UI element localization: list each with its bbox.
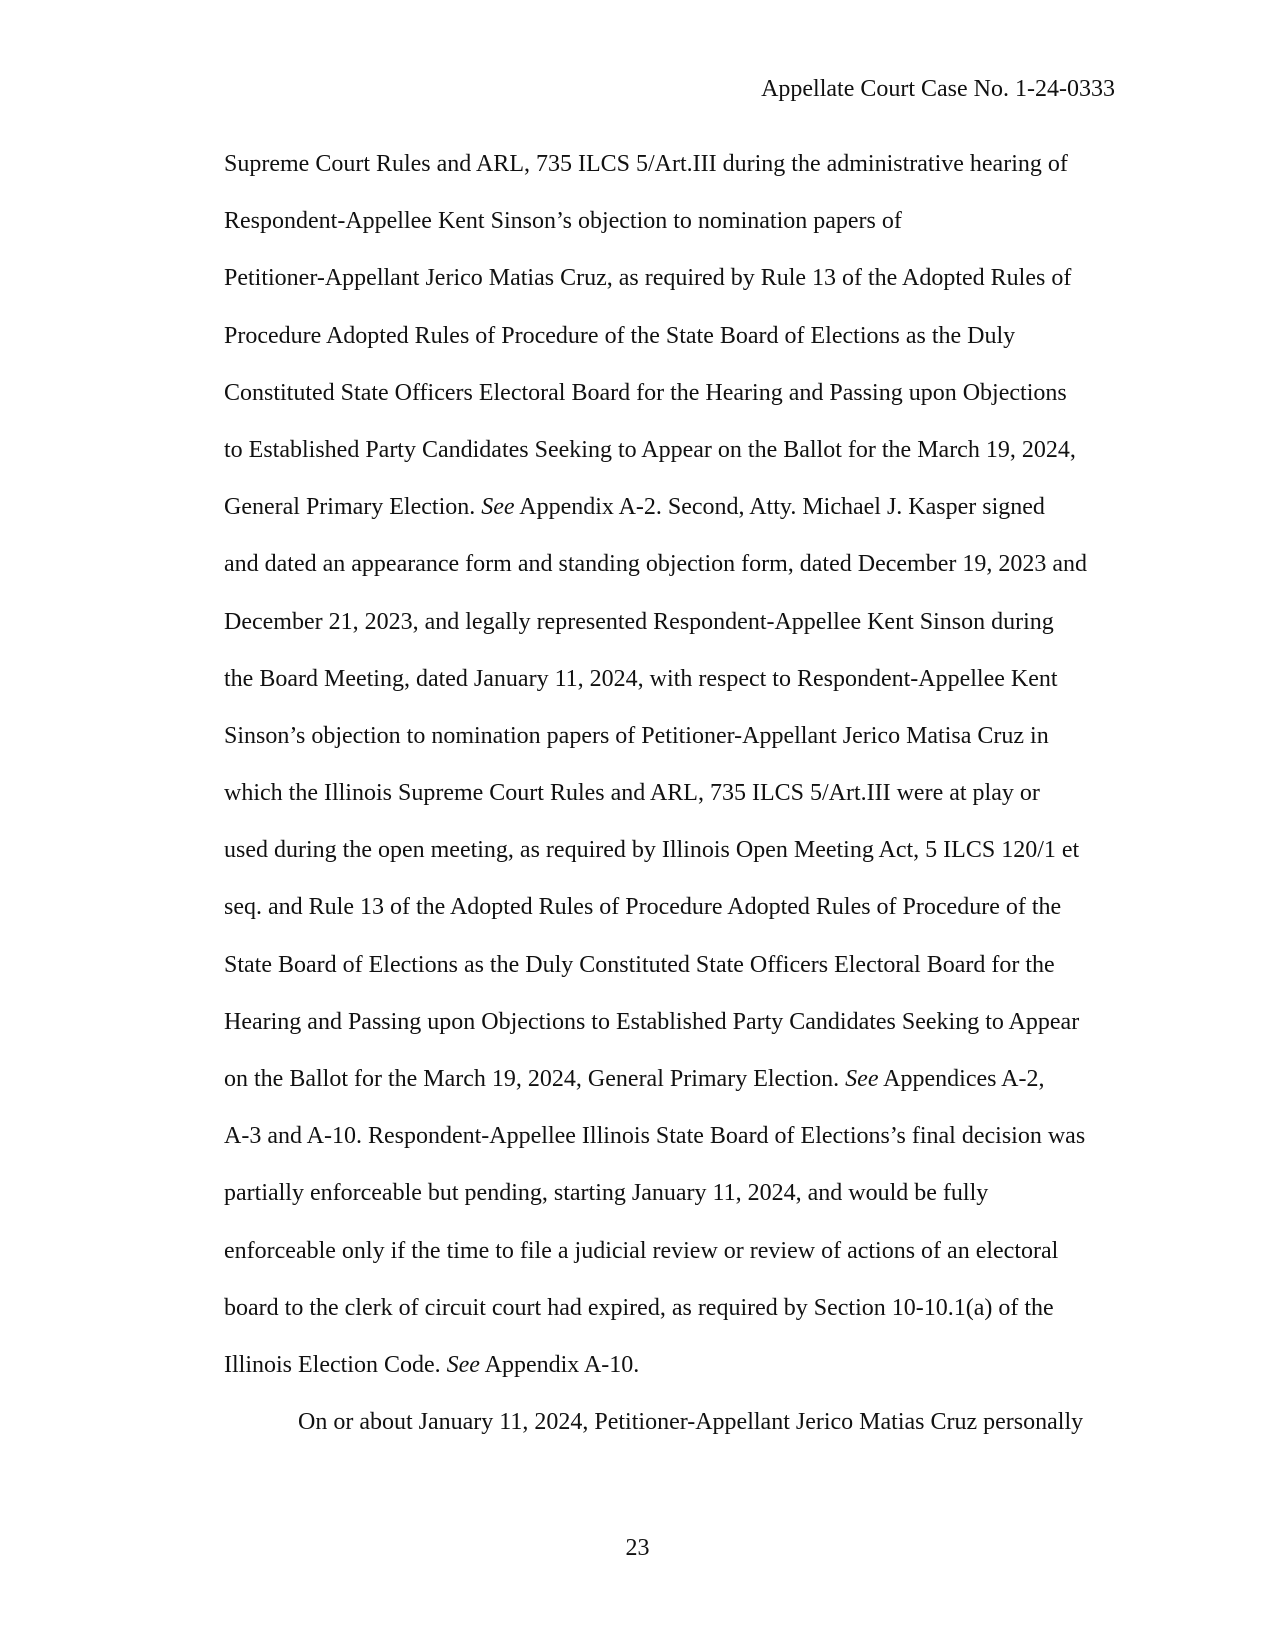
text-line: seq. and Rule 13 of the Adopted Rules of Procedure Adopted Rules of Procedure of the <box>224 894 1062 921</box>
text-segment: Appendix A-10. <box>479 1351 640 1378</box>
text-line: partially enforceable but pending, starting January 11, 2024, and would be fully <box>224 1180 989 1207</box>
text-line: used during the open meeting, as required by Illinois Open Meeting Act, 5 ILCS 120/1 et <box>224 837 1080 864</box>
page-number: 23 <box>625 1535 650 1561</box>
text-line: Supreme Court Rules and ARL, 735 ILCS 5/Art.III during the administrative hearing of <box>224 151 1068 177</box>
text-line: and dated an appearance form and standing objection form, dated December 19, 2023 and <box>224 551 1088 578</box>
text-line: the Board Meeting, dated January 11, 2024, with respect to Respondent-Appellee Kent <box>224 665 1058 692</box>
text-line: State Board of Elections as the Duly Constituted State Officers Electoral Board for the <box>224 951 1055 978</box>
text-line: which the Illinois Supreme Court Rules and ARL, 735 ILCS 5/Art.III were at play or <box>224 780 1040 807</box>
text-line: enforceable only if the time to file a judicial review or review of actions of an electoral <box>224 1237 1059 1264</box>
text-line: Petitioner-Appellant Jerico Matias Cruz, as required by Rule 13 of the Adopted Rules of <box>224 265 1072 292</box>
italic-citation-signal: See <box>845 1066 879 1092</box>
text-line <box>224 1064 1124 1121</box>
text-line <box>224 492 1124 549</box>
italic-citation-signal: See <box>446 1351 480 1378</box>
text-line: to Established Party Candidates Seeking to Appear on the Ballot for the March 19, 2024, <box>224 436 1076 463</box>
text-line: A-3 and A-10. Respondent-Appellee Illinois State Board of Elections’s final decision was <box>224 1123 1086 1150</box>
text-line: Sinson’s objection to nomination papers of Petitioner-Appellant Jerico Matisa Cruz in <box>224 722 1049 749</box>
text-segment: on the Ballot for the March 19, 2024, General Primary Election. <box>224 1066 846 1092</box>
text-line <box>224 1350 1124 1407</box>
text-segment: Appendices A-2, <box>878 1066 1045 1092</box>
text-line: Constituted State Officers Electoral Board for the Hearing and Passing upon Objections <box>224 379 1067 406</box>
text-segment: Illinois Election Code. <box>224 1351 447 1378</box>
text-line: board to the clerk of circuit court had expired, as required by Section 10-10.1(a) of the <box>224 1294 1054 1321</box>
text-line: Procedure Adopted Rules of Procedure of the State Board of Elections as the Duly <box>224 322 1016 349</box>
text-segment: General Primary Election. <box>224 494 482 521</box>
paragraph-first-line: On or about January 11, 2024, Petitioner-Appellant Jerico Matias Cruz personally <box>298 1409 1084 1436</box>
text-segment: Appendix A-2. Second, Atty. Michael J. Kasper signed <box>514 494 1045 521</box>
text-line: Respondent-Appellee Kent Sinson’s objection to nomination papers of <box>224 208 902 235</box>
text-line: Hearing and Passing upon Objections to Established Party Candidates Seeking to Appear <box>224 1008 1080 1035</box>
case-number-header: Appellate Court Case No. 1-24-0333 <box>761 76 1115 102</box>
text-line: December 21, 2023, and legally represented Respondent-Appellee Kent Sinson during <box>224 608 1054 635</box>
body-text <box>224 149 1124 1464</box>
italic-citation-signal: See <box>481 494 515 521</box>
